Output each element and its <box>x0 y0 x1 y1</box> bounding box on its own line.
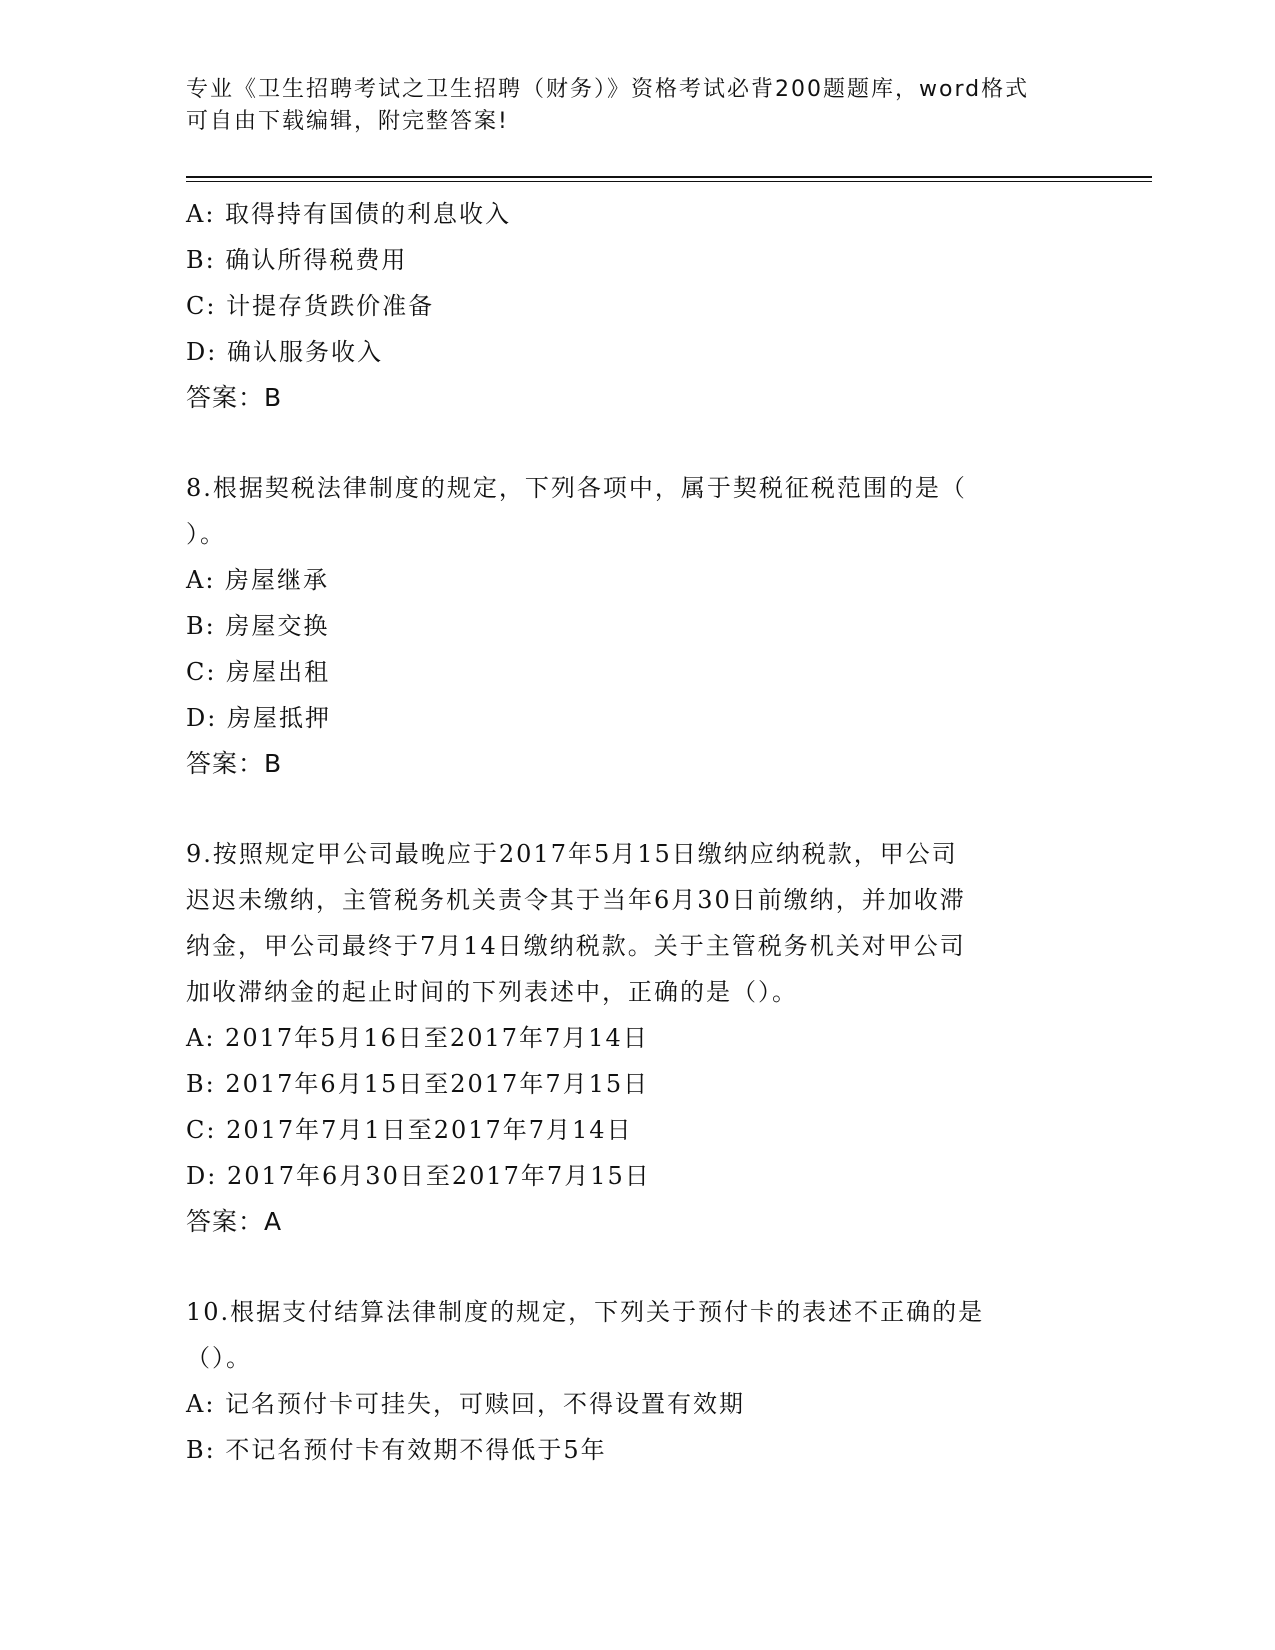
option-d: D: 2017年6月30日至2017年7月15日 <box>186 1162 651 1190</box>
question-8 <box>186 465 1066 787</box>
question-stem-line: 8.根据契税法律制度的规定，下列各项中，属于契税征税范围的是（ <box>186 474 967 502</box>
option-b: B: 不记名预付卡有效期不得低于5年 <box>186 1436 607 1464</box>
option-a: A: 2017年5月16日至2017年7月14日 <box>186 1024 649 1052</box>
option-a: A: 房屋继承 <box>186 566 330 594</box>
header-line-2: 可自由下载编辑，附完整答案! <box>186 109 509 134</box>
option-a: A: 记名预付卡可挂失，可赎回，不得设置有效期 <box>186 1390 746 1418</box>
question-7 <box>186 191 1066 421</box>
option-b: B: 2017年6月15日至2017年7月15日 <box>186 1070 650 1098</box>
option-d: D: 确认服务收入 <box>186 338 383 366</box>
option-c: C: 计提存货跌价准备 <box>186 292 435 320</box>
question-stem-line: 9.按照规定甲公司最晚应于2017年5月15日缴纳应纳税款，甲公司 <box>186 840 958 868</box>
answer-label: 答案：B <box>186 383 283 412</box>
option-b: B: 房屋交换 <box>186 612 330 640</box>
question-9 <box>186 831 1066 1245</box>
answer-label: 答案：B <box>186 749 283 778</box>
header-line-1: 专业《卫生招聘考试之卫生招聘（财务）》资格考试必背200题题库，word格式 <box>186 77 1030 102</box>
question-stem-line: 迟迟未缴纳，主管税务机关责令其于当年6月30日前缴纳，并加收滞 <box>186 886 966 914</box>
option-a: A: 取得持有国债的利息收入 <box>186 200 512 228</box>
question-stem-line: 加收滞纳金的起止时间的下列表述中，正确的是（）。 <box>186 978 798 1006</box>
question-stem-line: ）。 <box>186 520 226 548</box>
question-10 <box>186 1289 1066 1473</box>
answer-label: 答案：A <box>186 1207 283 1236</box>
option-c: C: 房屋出租 <box>186 658 331 686</box>
header-rule-thin <box>186 181 1152 182</box>
option-d: D: 房屋抵押 <box>186 704 331 732</box>
question-stem-line: 10.根据支付结算法律制度的规定，下列关于预付卡的表述不正确的是 <box>186 1298 985 1326</box>
question-stem-line: 纳金，甲公司最终于7月14日缴纳税款。关于主管税务机关对甲公司 <box>186 932 966 960</box>
option-b: B: 确认所得税费用 <box>186 246 408 274</box>
option-c: C: 2017年7月1日至2017年7月14日 <box>186 1116 633 1144</box>
header-rule-thick <box>186 176 1152 178</box>
document-header <box>186 74 1086 138</box>
question-stem-line: （）。 <box>186 1344 252 1372</box>
question-list <box>186 191 1066 1473</box>
